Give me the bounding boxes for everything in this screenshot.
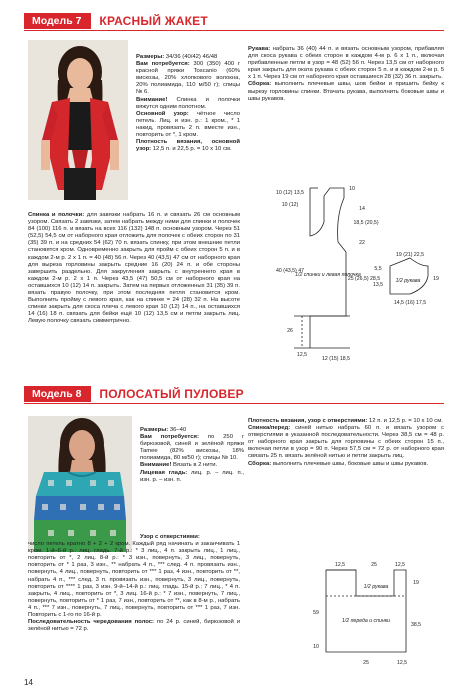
dim-sleeve-3: 13,5: [372, 282, 384, 288]
model7-col1-text: [136, 54, 240, 153]
model7-rule: [24, 30, 444, 31]
model8-col2-text: [248, 418, 444, 468]
dim8-7: 25: [363, 660, 369, 666]
model8-stripes-label: Последовательность чередования полос:: [28, 619, 155, 626]
dim-body-2: 10 (12): [281, 202, 299, 208]
model7-sleeve-label: Рукава:: [248, 46, 271, 52]
dim8-5: 38,5: [410, 622, 422, 628]
dim8-2: 12,5: [394, 562, 406, 568]
model8-stockinette: лиц. р. – лиц. п., изн. р. – изн. п.: [140, 469, 244, 483]
model7-header: [24, 13, 208, 29]
model7-assembly: выполнить плечевые швы, шов бейки и пришить бейку к вырезу горловины спинки. Втачать рукава, выполнить боковые швы и швы рукавов.: [248, 81, 444, 102]
model7-density-label: Плотность вязания, основной узор:: [136, 139, 240, 153]
dim8-3: 19: [413, 580, 419, 586]
dim-body-8: 26: [287, 328, 293, 334]
model8-attention-label: Внимание!: [140, 462, 172, 469]
model8-density-label: Плотность вязания, узор с отверстиями:: [248, 418, 368, 424]
model8-materials: по 250 г бирюзовой, синей и зелёной пряжи Tamee (82% вискозы, 18% полиамида, 80 м/50 г); спицы № 10.: [140, 434, 244, 462]
model7-sizes: 34/36 (40/42) 46/48: [164, 54, 218, 60]
model8-openwork-text: [28, 534, 240, 633]
model8-back: синей нитью набрать 60 п. и вязать узором с отверстиями в указанной последовательности. Через 38,5 см = 48 р. от наборного края закрыть для горловины с обеих сторон 15 п., включая петли в узор = 90 п. Через 57,5 см = 72 р. от наборного края связать 25 п. вязать зелёной нитью и петли закрыть лиц.: [248, 425, 444, 460]
model7-assembly-label: Сборка:: [248, 81, 272, 88]
model8-col1-text: [140, 427, 244, 484]
model8-tab: Модель 8: [24, 386, 91, 402]
dim-body-4: 18,5 (20,5): [353, 220, 379, 226]
model8-back-label: Спинка/перед:: [248, 425, 291, 432]
model7-density: 12,5 п. и 22,5 р. = 10 x 10 см.: [151, 146, 232, 153]
model7-title: КРАСНЫЙ ЖАКЕТ: [99, 14, 208, 28]
model8-photo: [28, 416, 132, 552]
dim-body-5: 22: [359, 240, 365, 246]
model8-schema: [296, 556, 446, 676]
dim-body-1: 10: [349, 186, 355, 192]
schema8-body-label: 1/2 переда и спинки: [341, 618, 391, 624]
model7-photo: [28, 40, 128, 200]
dim-body-7: 25 (26,5) 28,5: [347, 276, 381, 282]
model7-attention-label: Внимание!: [136, 96, 168, 103]
dim8-4: 59: [313, 610, 319, 616]
model7-materials: 300 (350) 400 г красной пряжи Toscanio (60% вискозы, 20% хлопкового волокна, 20% полиамида, 110 м/50 г); спицы № 6.: [136, 61, 240, 96]
model7-tab: Модель 7: [24, 13, 91, 29]
model8-stripes: по 24 р. синей, бирюзовой и зелёной нитью = 72 р.: [28, 619, 240, 633]
model8-openwork-label: Узор с отверстиями:: [140, 534, 200, 540]
model7-back-label: Спинка и полочки:: [28, 212, 85, 218]
model7-materials-label: Вам потребуется:: [136, 61, 190, 68]
dim8-8: 12,5: [396, 660, 408, 666]
model8-attention: Вязать в 2 нити.: [171, 462, 218, 469]
model7-attention: Спинка и полочки вяжутся одним полотном.: [136, 96, 240, 110]
schema8-sleeve-label: 1/2 рукава: [363, 584, 389, 590]
dim8-6: 10: [313, 644, 319, 650]
dim-body-3: 14: [359, 206, 365, 212]
dim-sleeve-2: 19: [433, 276, 439, 282]
model7-back-text: [28, 212, 240, 326]
model8-density: 12 п. и 12,5 р. = 10 x 10 см.: [367, 418, 443, 424]
model8-stockinette-label: Лицевая гладь:: [140, 469, 188, 476]
model7-pattern: чётное число петель. Лиц. и изн. р.: 1 кром., * 1 накид, провязать 2 п. вместе изн., повторить от *, 1 кром.: [136, 110, 240, 139]
page-number: 14: [24, 678, 33, 687]
model8-sizes-label: Размеры:: [140, 427, 169, 433]
model8-title: ПОЛОСАТЫЙ ПУЛОВЕР: [99, 387, 244, 401]
model7-pattern-label: Основной узор:: [136, 110, 189, 117]
model7-schema: [250, 176, 450, 366]
dim8-0: 12,5: [334, 562, 346, 568]
model8-sizes: 36–40: [168, 427, 187, 433]
dim-sleeve-4: 14,5 (16) 17,5: [393, 300, 427, 306]
dim-sleeve-0: 19 (21) 22,5: [396, 252, 424, 258]
dim8-1: 25: [371, 562, 377, 568]
model8-rule: [24, 403, 444, 404]
model7-sizes-label: Размеры:: [136, 54, 165, 60]
dim-body-10: 12 (15) 18,5: [322, 356, 350, 362]
dim-sleeve-1: 5,5: [374, 266, 382, 272]
model7-back: для завязки набрать 16 п. и связать 26 см основным узором. Связать 2 завязки, затем набрать между ними для спинки и полочек 84 (100) 116 п. и вязать на всех 116 (132) 148 п. основным узором. Через 51 (52,5) 54,5 см от наборного края отложить для полочек с обеих сторон по 31 (35) 39 п. и на средних 54 (62) 70 п. вязать спинку, при этом внешние петли становятся кром. Одновременно закрыть для пройм с обеих сторон 5 п. и в каждом 2-м р. 2 x 1 п. = 40 (48) 56 п. Через 40 (43,5) 47 см от наборного края для выреза горловины закрыть средние 16 (20) 24 п. и обе стороны завершить раздельно. Для закругления закрыть с внутреннего края в каждом 2-м р. 2 x 1 п. Через 43,5 (47) 50,5 см от наборного края на оставшихся 10 (12) 14 п. закрыть. Затем на первых отложенных 31 (35) 39 п. вязать правую полочку, при этом последняя петля становится кром. Выполнить пройму с левого края, как на спинке = 24 (28) 32 п. На высоте спинки закрыть для скоса плеча с левого края 10 (12) 14 п., на оставшихся 14 (16) 18 п. связать для бейки ещё 10 (12) 13,5 см и петли закрыть лиц. Левую полочку связать симметрично.: [28, 212, 240, 325]
model8-header: [24, 386, 244, 402]
model8-assembly-label: Сборка:: [248, 460, 272, 467]
model8-openwork: число петель кратно 8 + 2 + 2 кром. Каждый ряд начинать и заканчивать 1 кром. 1-й–6-й р.: лиц. гладь. 7-й р.: * 3 лиц., 4 п. закрыть лиц., 1 лиц., повторить от *, 2 лиц. 8-й р.: * 3 изн., повернуть, 3 лиц., повернуть, повторить от * 1 раз, 3 изн., ** набрать 4 п., *** след. 4 п. провязать изн., повернуть, 4 лиц., повернуть, повторить от *** 1 раз, 4 изн., повторить от **, набрать 4 п., *** след. 3 п. провязать изн., повернуть, 3 лиц., повернуть, повторить от **** 1 раз, 3 изн. 9-й–14-й р.: лиц. гладь. 15-й р.: 7 лиц., * 4 п. закрыть, 4 лиц., повторить от *, 3 лиц. 16-й р.: * 7 изн., повернуть, 7 лиц., повернуть, повторить от * 1 раз, 7 изн., повторить от **, как в 8-м р., набрать 4 п., *** 7 изн., повернуть, 7 лиц., повернуть, повторить от *** 1 раз, 7 изн. Повторить с 1-го по 16-й р.: [28, 541, 240, 619]
schema7-sleeve-label: 1/2 рукава: [395, 278, 421, 284]
model7-sleeve: набрать 36 (40) 44 п. и вязать основным узором, прибавляя для скоса рукава с обеих сторон в каждом 4-м р. 6 x 1 п., включая прибавленные петли в узор = 48 (52) 56 п. Через 13,5 см от наборного края закрыть для оката рукава с обеих сторон 5 п. и в каждом 2-м р. 5 x 1 п. Через 19 см от наборного края оставшиеся 28 (32) 36 п. закрыть.: [248, 46, 444, 81]
model8-assembly: выполнить плечевые швы, боковые швы и швы рукавов.: [271, 460, 429, 467]
model7-col2-text: [248, 46, 444, 103]
dim-body-6: 40 (43,5) 47: [276, 268, 304, 274]
dim-body-0: 10 (12) 13,5: [276, 190, 304, 196]
model8-materials-label: Вам потребуется:: [140, 434, 199, 441]
schema7-body-label: 1/2 спинки и левая полочка: [295, 272, 361, 278]
dim-body-9: 12,5: [296, 352, 308, 358]
